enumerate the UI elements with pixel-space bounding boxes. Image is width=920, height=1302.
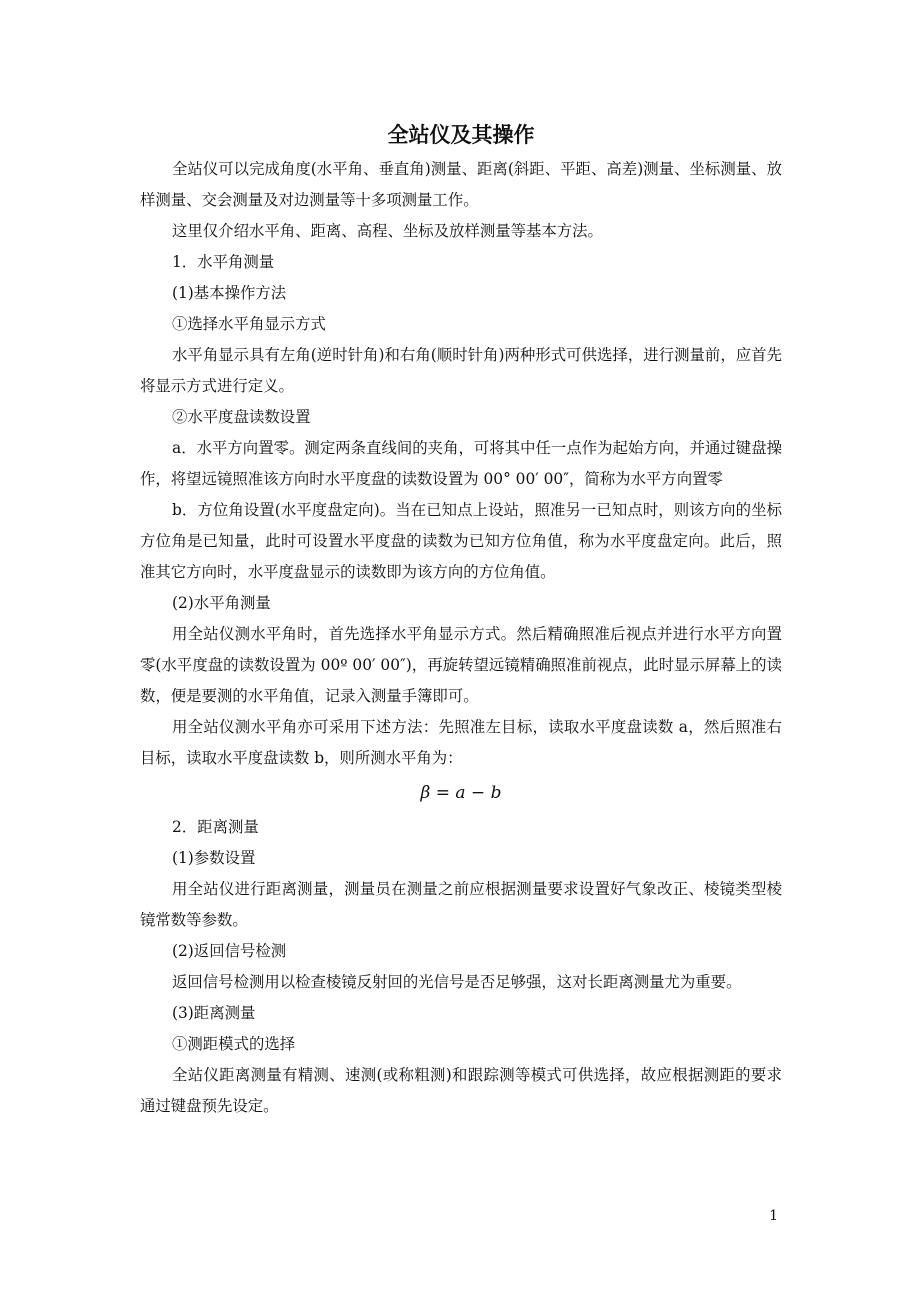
section-heading: 2．距离测量 <box>172 818 259 836</box>
paragraph: 全站仪距离测量有精测、速测(或称粗测)和跟踪测等模式可供选择，故应根据测距的要求通过键盘预先设定。 <box>140 1066 782 1115</box>
paragraph: b．方位角设置(水平度盘定向)。当在已知点上设站，照准另一已知点时，则该方向的坐标方位角是已知量，此时可设置水平度盘的读数为已知方位角值，称为水平度盘定向。此后，照准其它方向时，水平度盘显示的读数即为该方向的方位角值。 <box>140 501 782 581</box>
subsection-heading: (1)基本操作方法 <box>172 284 287 302</box>
paragraph: 水平角显示具有左角(逆时针角)和右角(顺时针角)两种形式可供选择，进行测量前，应首先将显示方式进行定义。 <box>140 346 782 395</box>
section-heading: 1．水平角测量 <box>172 253 275 271</box>
paragraph: 全站仪可以完成角度(水平角、垂直角)测量、距离(斜距、平距、高差)测量、坐标测量、放样测量、交会测量及对边测量等十多项测量工作。 <box>140 160 782 209</box>
page-title: 全站仪及其操作 <box>387 123 535 147</box>
subsection-heading: (2)返回信号检测 <box>172 942 287 960</box>
paragraph: 用全站仪测水平角亦可采用下述方法：先照准左目标，读取水平度盘读数 a，然后照准右目标，读取水平度盘读数 b，则所测水平角为： <box>140 718 782 767</box>
document-page <box>140 120 782 1122</box>
paragraph: 返回信号检测用以检查棱镜反射回的光信号是否足够强，这对长距离测量尤为重要。 <box>172 973 742 991</box>
subsection-heading: (1)参数设置 <box>172 849 256 867</box>
subsection-heading: (3)距离测量 <box>172 1004 256 1022</box>
paragraph: a．水平方向置零。测定两条直线间的夹角，可将其中任一点作为起始方向，并通过键盘操作，将望远镜照准该方向时水平度盘的读数设置为 00° 00′ 00″，简称为水平方向置零 <box>140 439 782 488</box>
formula: β = a − b <box>420 783 502 803</box>
subsection-heading: ①测距模式的选择 <box>172 1035 296 1053</box>
paragraph: 这里仅介绍水平角、距离、高程、坐标及放样测量等基本方法。 <box>172 222 603 240</box>
subsection-heading: ①选择水平角显示方式 <box>172 315 326 333</box>
page-number: 1 <box>769 1208 778 1224</box>
paragraph: 用全站仪测水平角时，首先选择水平角显示方式。然后精确照准后视点并进行水平方向置零(水平度盘的读数设置为 00º 00′ 00″)，再旋转望远镜精确照准前视点，此时显示屏幕上的读数，便是要测的水平角值，记录入测量手簿即可。 <box>140 625 782 705</box>
subsection-heading: ②水平度盘读数设置 <box>172 408 311 426</box>
paragraph: 用全站仪进行距离测量，测量员在测量之前应根据测量要求设置好气象改正、棱镜类型棱镜常数等参数。 <box>140 880 782 929</box>
subsection-heading: (2)水平角测量 <box>172 594 271 612</box>
